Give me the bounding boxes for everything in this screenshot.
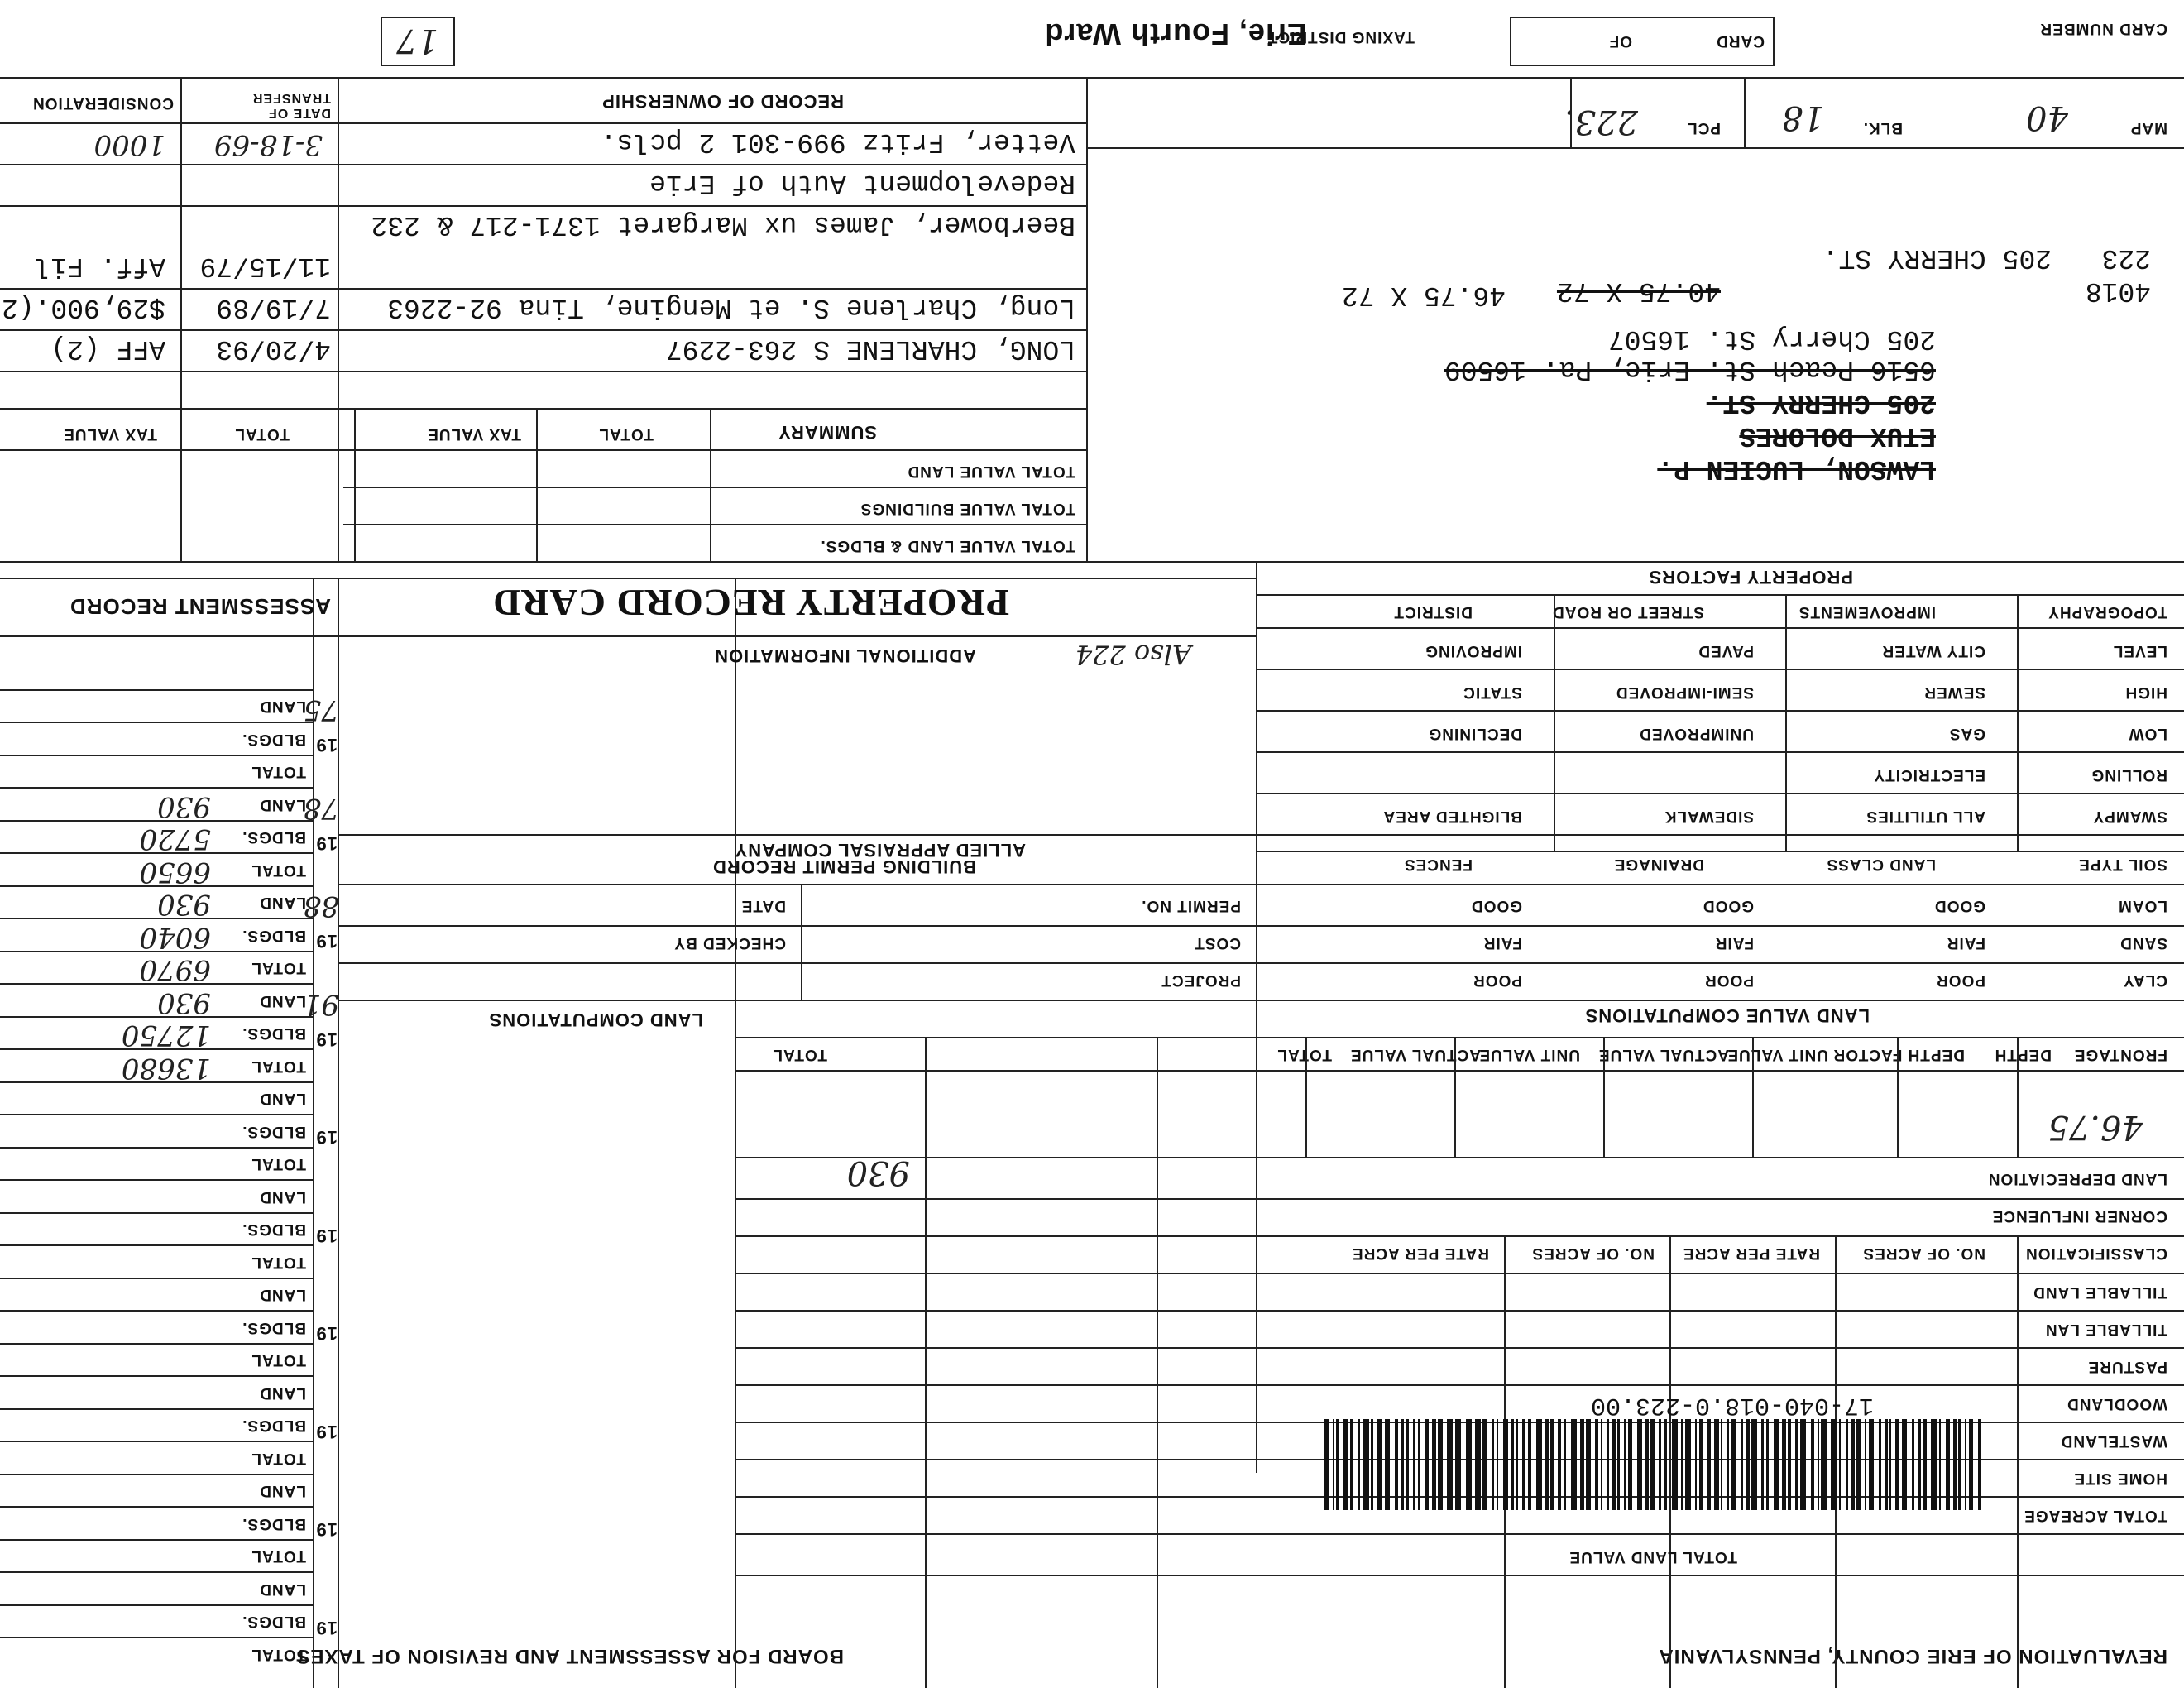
card-of-box: CARD OF <box>1510 17 1774 66</box>
assessment-year-prefix: 19 <box>315 1029 338 1050</box>
assessment-row-label: TOTAL <box>251 1646 306 1663</box>
company-name: ALLIED APPRAISAL COMPANY <box>734 840 1026 861</box>
taxing-district-label: TAXING DISTRICT <box>1267 28 1415 46</box>
assessment-row-label: BLDGS. <box>242 1024 306 1043</box>
ownership-consideration: 1000 <box>93 128 165 161</box>
map-value: 40 <box>2026 98 2068 137</box>
barcode-text: 17-040-018.0-223.00 <box>1590 1391 1874 1419</box>
assessment-year-prefix: 19 <box>315 931 338 952</box>
assessment-row-label: TOTAL <box>251 1450 306 1467</box>
property-parcel: 223 <box>2101 242 2151 273</box>
ownership-name: Beerbower, James ux Margaret 1371-217 & 232 <box>371 209 1075 240</box>
assessment-row-label: LAND <box>259 894 306 912</box>
property-address: 205 CHERRY ST. <box>1822 242 2052 273</box>
taxing-district-value: Erie, Fourth Ward <box>1044 17 1307 51</box>
assessment-row-label: BLDGS. <box>242 1319 306 1336</box>
barcode <box>1320 1391 1981 1510</box>
assessment-year: 91 <box>303 988 339 1021</box>
assessment-row-label: TOTAL <box>251 1547 306 1566</box>
assessment-row-label: BLDGS. <box>242 1613 306 1631</box>
assessment-year-prefix: 19 <box>315 735 338 756</box>
assessment-value: 930 <box>157 790 211 823</box>
assessment-row-label: BLDGS. <box>242 927 306 944</box>
assessment-value: 6040 <box>139 921 211 954</box>
assessment-row-label: TOTAL <box>251 1351 306 1369</box>
owner-old: LAWSON, LUCIEN P. <box>1657 453 1936 484</box>
assessment-year-prefix: 19 <box>315 1323 338 1345</box>
ownership-consideration: $29,900.(2 <box>1 292 165 323</box>
assessment-row-label: TOTAL <box>251 1155 306 1173</box>
assessment-row-label: BLDGS. <box>242 1123 306 1140</box>
blk-value: 18 <box>1782 98 1824 137</box>
assessment-value: 5720 <box>139 822 211 856</box>
ownership-date: 7/19/89 <box>216 292 331 323</box>
assessment-value: 930 <box>157 986 211 1019</box>
ownership-name: LONG, CHARLENE S 263-2297 <box>665 333 1075 364</box>
record-of-ownership-label: RECORD OF OWNERSHIP <box>601 91 844 112</box>
assessment-row-label: BLDGS. <box>242 1417 306 1435</box>
land-total-value: 930 <box>846 1153 910 1192</box>
property-record-card: REVALUATION OF ERIE COUNTY, PENNSYLVANIA BOARD FOR ASSESSMENT AND REVISION OF TAXES CARD NUMBER CARD OF TAXING DISTRICT Erie, Fourth Ward 17 MAP 40 BLK. 18 PCL 223. 4018 223 205 CHERRY ST. 40.75 X 72 46.75 X 72 LAWSON, LUCIEN P. ETUX DOLORES 205 CHERRY ST. 6516 Peach St. Erie, Pa. 16509 205 Cherry St. 16507 PROPERTY FACTORS TOPOGRAPHY IMPROVEMENTS STREET OR ROAD DISTRICT LEVEL HIGH LOW ROLLING SWAMPY CITY WATER SEWER GAS ELECTRICITY ALL UTILITIES PAVED SEMI-IMPROVED UNIMPROVED SIDEWALK IMPROVING STATIC DECLINING BLIGHTED AREA SOIL TYPE LAND CLASS DRAINAGE FENCES LOAM SAND CLAY GOOD FAIR POOR GOOD FAIR POOR GOOD FAIR POOR LAND VALUE COMPUTATIONS FRONTAGE DEPTH DEPTH FACTOR UNIT VALUE ACTUAL VALUE UNIT VALUE ACTUAL VALUE TOTAL TOTAL 46.75 LAND DEPRECIATION 930 CORNER INFLUENCE CLASSIFICATION NO. OF ACRES RATE PER ACRE NO. OF ACRES RATE PER ACRE TILLABLE LAND TILLABLE LAN PASTURE WOODLAND WASTELAND HOME SITE TOTAL ACREAGE TOTAL LAND VALUE 17-040-018.0-223.00 PROPERTY RECORD CARD ASSESSMENT RECORD ADDITIONAL INFORMATION Also 224 ALLIED APPRAISAL COMPANY BUILDING PERMIT RECORD PERMIT NO. COST PROJECT DATE CHECKED BY LAND COMPUTATIONS RECORD OF OWNERSHIP DATE OF TRANSFER CONSIDERATION Vetter, Fritz 999-301 2 pcls. 3-18-69 1000 Redevelopment Auth of Erie Beerbower, James ux Margaret 1371-217 & 232 11/15/79 Aff. Fil Long, Charlene S. et Mengine, Tina 92-2263 7/19/89 $29,900.(2 LONG, CHARLENE S 263-2297 4/20/93 AFF (2) SUMMARY TOTAL TAX VALUE TOTAL TAX VALUE TOTAL VALUE LAND TOTAL VALUE BUILDINGS TOTAL VALUE LAND & BLDGS. TOTAL BLDGS. LAND 19 TOTAL BLDGS. LAND 19 TOTAL BLDGS. LAND 19 TOTAL BLDGS. LAND 19 TOTAL BLDGS. LAND 19 TOTAL BLDGS. LAND 19 TOTAL 13680 BLDGS. 12750 LAND 930 19 91 TOTAL 6970 BLDGS. 6040 LAND 930 19 88 TOTAL 6650 BLDGS. 5720 LAND 930 19 78 TOTAL BLDGS. LAND 19 75 <box>0 0 2184 1688</box>
summary-title: SUMMARY <box>778 422 877 443</box>
assessment-year-prefix: 19 <box>315 833 338 854</box>
assessment-row-label: LAND <box>259 1482 306 1500</box>
assessment-year: 78 <box>303 792 339 825</box>
addr-old: 205 CHERRY ST. <box>1706 387 1936 418</box>
ownership-date: 3-18-69 <box>213 128 323 161</box>
revaluation-header: REVALUATION OF ERIE COUNTY, PENNSYLVANIA <box>1658 1645 2167 1667</box>
assessment-row-label: LAND <box>259 796 306 813</box>
ownership-consideration: Aff. Fil <box>34 251 165 281</box>
mail-address: 205 Cherry St. 16507 <box>1607 324 1936 354</box>
land-value-title: LAND VALUE COMPUTATIONS <box>1584 1005 1870 1026</box>
ownership-consideration: AFF (2) <box>50 333 165 364</box>
assessment-row-label: LAND <box>259 1188 306 1206</box>
card-box: 17 <box>381 17 455 66</box>
board-header: BOARD FOR ASSESSMENT AND REVISION OF TAXES <box>295 1645 844 1667</box>
assessment-row-label: TOTAL <box>251 959 306 977</box>
ownership-name: Vetter, Fritz 999-301 2 pcls. <box>600 127 1075 157</box>
owner-old2: ETUX DOLORES <box>1739 420 1936 451</box>
card-title: PROPERTY RECORD CARD <box>492 582 1009 624</box>
assessment-value: 6650 <box>139 856 211 889</box>
ownership-name: Long, Charlene S. et Mengine, Tina 92-2263 <box>387 292 1075 323</box>
property-factors-title: PROPERTY FACTORS <box>1648 567 1853 587</box>
assessment-row-label: LAND <box>259 1286 306 1304</box>
ownership-date: 4/20/93 <box>216 333 331 364</box>
assessment-row-label: LAND <box>259 992 306 1009</box>
assessment-year-prefix: 19 <box>315 1127 338 1149</box>
assessment-row-label: TOTAL <box>251 1254 306 1271</box>
building-permit-title: BUILDING PERMIT RECORD <box>712 856 976 877</box>
assessment-row-label: LAND <box>259 1090 306 1108</box>
assessment-year: 75 <box>303 693 339 727</box>
assessment-year: 88 <box>303 890 339 923</box>
dims-old: 40.75 X 72 <box>1556 276 1721 306</box>
assessment-value: 930 <box>157 888 211 922</box>
assessment-row-label: TOTAL <box>251 1057 306 1075</box>
ownership-date: 11/15/79 <box>199 251 331 281</box>
property-code: 4018 <box>2085 276 2151 306</box>
mail-old: 6516 Peach St. Erie, Pa. 16509 <box>1444 354 1936 385</box>
assessment-year-prefix: 19 <box>315 1618 338 1638</box>
assessment-row-label: LAND <box>259 698 306 716</box>
assessment-row-label: BLDGS. <box>242 1515 306 1532</box>
barcode-bars <box>1320 1419 1981 1510</box>
assessment-year-prefix: 19 <box>315 1422 338 1442</box>
assessment-value: 6970 <box>139 953 211 987</box>
assessment-value: 13680 <box>121 1052 211 1085</box>
assessment-row-label: BLDGS. <box>242 1220 306 1239</box>
assessment-year-prefix: 19 <box>315 1519 338 1541</box>
card-number-label: CARD NUMBER <box>2039 20 2167 37</box>
assessment-row-label: TOTAL <box>251 861 306 879</box>
dims: 46.75 X 72 <box>1341 280 1506 310</box>
pcl-value: 223. <box>1564 103 1638 141</box>
assessment-row-label: LAND <box>259 1384 306 1402</box>
assessment-row-label: BLDGS. <box>242 828 306 846</box>
assessment-row-label: BLDGS. <box>242 731 306 748</box>
frontage-value: 46.75 <box>2048 1108 2143 1146</box>
additional-info-title: ADDITIONAL INFORMATION <box>714 645 976 666</box>
additional-info-note: Also 224 <box>1075 639 1191 670</box>
land-computations-label: LAND COMPUTATIONS <box>488 1009 703 1030</box>
assessment-row-label: LAND <box>259 1580 306 1598</box>
assessment-title: ASSESSMENT RECORD <box>69 594 331 619</box>
assessment-year-prefix: 19 <box>315 1225 338 1246</box>
assessment-value: 12750 <box>121 1019 211 1053</box>
ownership-name: Redevelopment Auth of Erie <box>649 168 1075 199</box>
assessment-row-label: TOTAL <box>251 763 306 781</box>
